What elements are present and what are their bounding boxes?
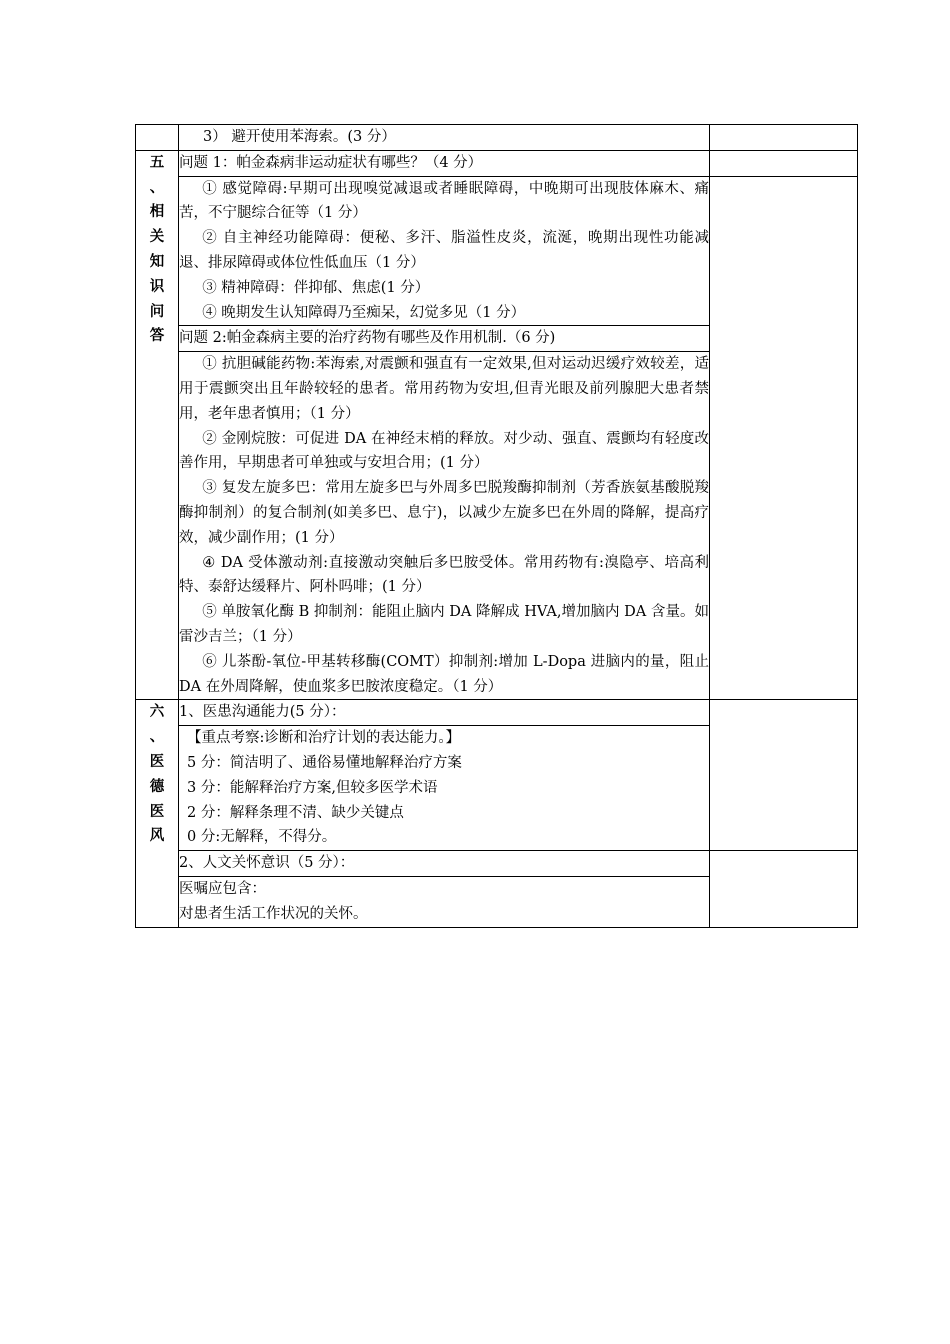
score-cell: [710, 150, 858, 176]
answer-item: ③ 精神障碍：伴抑郁、焦虑(1 分）: [202, 279, 430, 296]
question-1: 问题 1：帕金森病非运动症状有哪些？（4 分）: [179, 150, 710, 176]
item-1-title: 1、医患沟通能力(5 分）：: [179, 700, 710, 726]
criteria-line: 3 分：能解释治疗方案,但较多医学术语: [187, 779, 438, 796]
section-title-char: 五: [149, 154, 165, 171]
table-row: [136, 176, 858, 326]
criteria-line: 【重点考察:诊断和治疗计划的表达能力。】: [187, 730, 461, 747]
answer-item: ① 感觉障碍:早期可出现嗅觉减退或者睡眠障碍，中晚期可出现肢体麻木、痛苦，不宁腿综合征等（1 分）: [179, 180, 709, 222]
criteria-line: 对患者生活工作状况的关怀。: [179, 905, 368, 922]
score-cell: [710, 125, 858, 151]
section-title-char: 问: [149, 303, 165, 320]
answer-item: ② 自主神经功能障碍：便秘、多汗、脂溢性皮炎，流涎，晚期出现性功能减退、排尿障碍或体位性低血压（1 分）: [179, 230, 709, 271]
criteria-line: 0 分:无解释，不得分。: [187, 829, 337, 846]
answer-item: ④ 晚期发生认知障碍乃至痴呆，幻觉多见（1 分）: [202, 304, 526, 321]
criteria-line: 5 分：简洁明了、通俗易懂地解释治疗方案: [187, 754, 462, 771]
question-2-answers: [179, 352, 710, 700]
criteria-line: 医嘱应包含：: [179, 880, 266, 897]
section-title-char: 德: [149, 778, 165, 795]
score-cell: [710, 176, 858, 700]
section-title-char: 风: [149, 828, 165, 845]
score-cell: [710, 851, 858, 927]
section-6-title: [136, 700, 179, 927]
item-1-criteria: [179, 726, 710, 851]
section-title-char: 答: [149, 328, 165, 345]
continuation-item: 3） 避开使用苯海索。(3 分）: [179, 125, 710, 151]
score-cell: [710, 700, 858, 851]
section-cell-empty: [136, 125, 179, 151]
question-1-answers: [179, 176, 710, 326]
section-title-char: 识: [149, 278, 165, 295]
scoring-table: [135, 124, 858, 928]
section-5-title: [136, 150, 179, 700]
section-title-char: 相: [149, 204, 165, 221]
answer-item: ① 抗胆碱能药物:苯海索,对震颤和强直有一定效果,但对运动迟缓疗效较差，适用于震颤突出且年龄较轻的患者。常用药物为安坦,但青光眼及前列腺肥大患者禁用，老年患者慎用；（1 分）: [179, 356, 709, 422]
section-title-char: 知: [149, 253, 165, 270]
answer-item: ⑤ 单胺氧化酶 B 抑制剂：能阻止脑内 DA 降解成 HVA,增加脑内 DA 含量。如雷沙吉兰；（1 分）: [179, 604, 709, 645]
section-title-char: 医: [149, 803, 165, 820]
section-title-char: 六: [149, 704, 165, 721]
table-row: [136, 851, 858, 877]
section-title-char: 医: [149, 753, 165, 770]
answer-item: ③ 复发左旋多巴：常用左旋多巴与外周多巴脱羧酶抑制剂（芳香族氨基酸脱羧酶抑制剂）的复合制剂(如美多巴、息宁)，以减少左旋多巴在外周的降解，提高疗效，减少副作用；(1 分）: [179, 480, 709, 546]
table-row: [136, 700, 858, 726]
answer-item: ⑥ 儿茶酚-氧位-甲基转移酶(COMT）抑制剂:增加 L-Dopa 进脑内的量，阻止 DA 在外周降解，使血浆多巴胺浓度稳定。（1 分）: [179, 653, 709, 695]
table-row: [136, 150, 858, 176]
section-title-char: 关: [149, 229, 165, 246]
answer-item: ② 金刚烷胺：可促进 DA 在神经末梢的释放。对少动、强直、震颤均有轻度改善作用，早期患者可单独或与安坦合用；(1 分）: [179, 430, 709, 472]
item-2-criteria: [179, 876, 710, 927]
section-title-char: 、: [149, 179, 165, 196]
item-2-title: 2、人文关怀意识（5 分）：: [179, 851, 710, 877]
table-row: [136, 125, 858, 151]
answer-item: ④ DA 受体激动剂:直接激动突触后多巴胺受体。常用药物有:溴隐亭、培高利特、泰舒达缓释片、阿朴吗啡；(1 分）: [179, 554, 709, 596]
criteria-line: 2 分：解释条理不清、缺少关键点: [187, 804, 404, 821]
question-2: 问题 2:帕金森病主要的治疗药物有哪些及作用机制.（6 分): [179, 326, 710, 352]
section-title-char: 、: [149, 729, 165, 746]
